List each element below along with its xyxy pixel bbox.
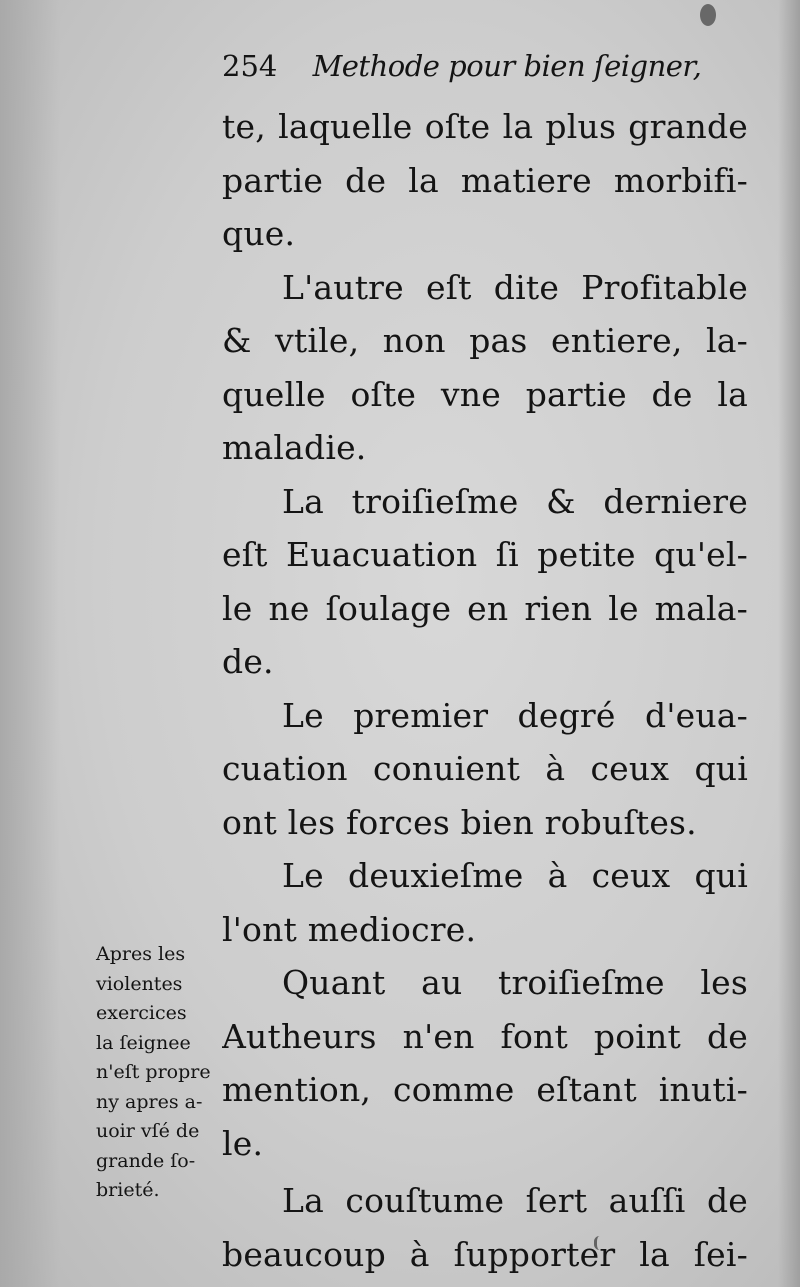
text-line: ont les forces bien robuſtes. [222, 802, 697, 842]
text-line: partie de la matiere morbifi- [222, 160, 748, 200]
text-line: te, laquelle oſte la plus grande [222, 107, 748, 146]
text-line: Autheurs n'en font point de [222, 1016, 748, 1056]
margin-note-line: exercices [96, 1002, 187, 1024]
margin-note-line: ny apres a- [96, 1090, 203, 1113]
text-line: beaucoup à ſupporter la ſei- [222, 1234, 748, 1274]
page-number: 254 [222, 49, 278, 83]
running-title: Methode pour bien ſeigner, [312, 49, 702, 83]
text-line: La troiſieſme & derniere [282, 481, 748, 521]
text-line: maladie. [222, 428, 367, 467]
text-line: de. [222, 642, 274, 681]
text-line: eſt Euacuation ſi petite qu'el- [222, 535, 748, 574]
text-line: quelle oſte vne partie de la [222, 374, 748, 414]
text-line: cuation conuient à ceux qui [222, 749, 748, 788]
text-line: L'autre eſt dite Profitable [282, 267, 748, 307]
body-text [222, 100, 748, 1281]
margin-note-line: uoir vſé de [96, 1120, 200, 1142]
margin-note-line: Apres les [96, 943, 186, 965]
text-line: Le deuxieſme à ceux qui [282, 856, 748, 895]
text-line: le. [222, 1123, 264, 1163]
ink-stain [700, 4, 716, 26]
margin-note-line: n'eſt propre [96, 1061, 211, 1083]
margin-note [96, 940, 224, 1206]
margin-note-line: violentes [96, 972, 183, 995]
margin-note-line: la ſeignee [96, 1031, 191, 1054]
margin-note-line: brieté. [96, 1179, 160, 1201]
page-header [222, 48, 702, 84]
text-line: La couſtume ſert auſſi de [282, 1181, 748, 1220]
text-line: & vtile, non pas entiere, la- [222, 321, 748, 360]
text-line: Quant au troiſieſme les [282, 963, 748, 1002]
text-line: Le premier degré d'eua- [282, 695, 748, 735]
text-line: l'ont mediocre. [222, 909, 477, 949]
text-line: mention, comme eſtant inuti- [222, 1070, 748, 1109]
text-line: que. [222, 214, 296, 253]
text-line: le ne ſoulage en rien le mala- [222, 588, 748, 628]
margin-note-line: grande ſo- [96, 1149, 196, 1172]
